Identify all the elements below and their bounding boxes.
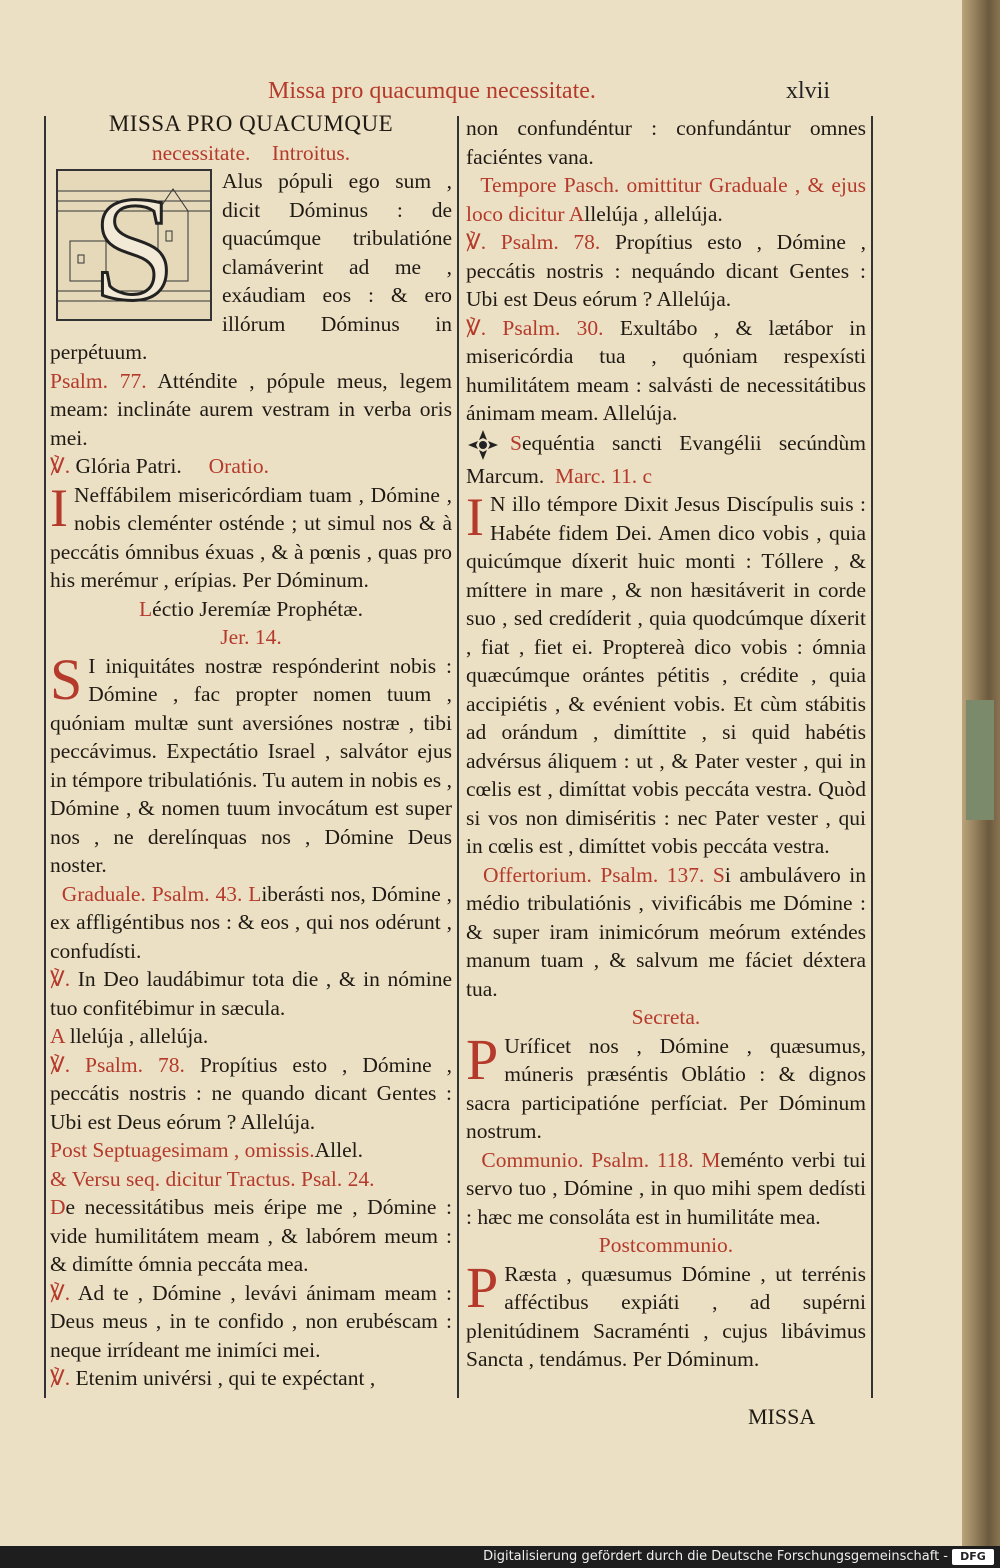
tractus-rubric: & Versu seq. dicitur Tractus. Psal. 24. <box>50 1166 375 1191</box>
versicle-text-3: Etenim univérsi , qui te expéctant , <box>75 1366 376 1390</box>
cross-ornament-icon <box>466 428 500 462</box>
catchword: MISSA <box>748 1404 816 1429</box>
postcommunio-label: Postcommunio. <box>598 1233 734 1257</box>
postcommunio-initial: P <box>466 1254 499 1320</box>
lesson-initial: S <box>50 646 83 712</box>
mass-subtitle-line <box>50 139 452 168</box>
footer-credit: Digitalisierung gefördert durch die Deutsche Forschungsgemeinschaft - <box>483 1549 948 1564</box>
sequentia-initial: S <box>510 430 522 455</box>
offertorium-label: Offertorium. Psalm. 137. <box>482 862 705 887</box>
gospel-text: N illo témpore Dixit Jesus Discípulis suis : Habéte fidem Dei. Amen dico vobis , quia quicúmque díxerit huic monti : Tóllere , & míttere in mare , & non hæsitáverit in corde suo , sed credíderit , quia quodcúmque díxerit , fiat , fiet ei. Proptereà dico vobis : ómnia quæcúmque orántes pétitis , crédite , quia accipiétis , & evénient vobis. Et cùm stábitis ad orándum , dimíttite , si quid habétis advérsus áliquem : ut , & Pater vester , qui in cœlis est , dimíttat vobis peccáta vestra. Quòd si vos non dimiséritis : nec Pater vester , qui in cœlis est , dimíttet vobis peccáta vestra. <box>466 492 866 858</box>
oratio-initial: I <box>50 477 68 538</box>
psalm78-text: Propítius esto , Dómine , peccátis nostris : ne quando dicant Gentes : Ubi est Deus eórum ? Allelúja. <box>50 1052 452 1134</box>
marcus-ref: Marc. 11. c <box>554 463 653 488</box>
tempore-paschali-rubric: Tempore Pasch. omittitur Graduale , & ejus loco dicitur <box>466 173 867 226</box>
jeremiah-ref: Jer. 14. <box>220 625 282 649</box>
psalm30-label: ℣. Psalm. 30. <box>466 315 604 340</box>
oratio-text: Neffábilem misericórdiam tuam , Dómine , nobis cleménter osténde ; ut simul nos & à peccátis ómnibus éxuas , & à pœnis , quas pro his merémur , erípias. Per Dóminum. <box>50 482 452 592</box>
psalm78-text: Propítius esto , Dómine , peccátis nostris : nequándo dicant Gentes : Ubi est Deus eórum ? Allelúja. <box>466 230 866 311</box>
communio-label: Communio. Psalm. 118. <box>481 1147 694 1172</box>
postcommunio-text: Ræsta , quæsumus Dómine , ut terrénis afféctibus expiáti , ad supérni plenitúdinem Sacraménti , cujus libávimus Sancta , tendámus. Per Dóminum. <box>466 1261 866 1371</box>
lesson-text: I iniquitátes nostræ respónderint nobis : Dómine , fac propter nomen tuum , quóniam multæ sunt aversiónes nostræ , tibi peccávimus. Expectátio Israel , salvátor ejus in témpore tribulatiónis. Tu autem in nobis es , Dómine , & nomen tuum invocátum est super nos , ne derelínquas nos , Dómine Deus noster. <box>50 653 452 877</box>
footer-bar <box>0 1546 1000 1568</box>
tempore-alleluia: llelúja , allelúja. <box>584 201 723 226</box>
woodcut-initial-s <box>56 169 212 321</box>
communio-initial: M <box>701 1147 721 1172</box>
alleluia-text: llelúja , allelúja. <box>69 1024 209 1048</box>
lectio-initial: L <box>139 596 153 621</box>
gospel-initial: I <box>466 487 484 547</box>
mass-subtitle: necessitate. <box>151 140 251 165</box>
graduale-label: Graduale. Psalm. 43. <box>61 881 243 906</box>
introit-text: Alus pópuli ego sum , dicit Dóminus : de quacúmque tribulatióne clamáverint ad me , exáudiam eos : & ero illórum Dóminus in perpétuum. <box>50 169 452 364</box>
offertorium-initial: S <box>712 862 725 887</box>
left-column <box>50 110 452 1393</box>
page-number: xlvii <box>786 78 831 104</box>
svg-text:S: S <box>92 171 176 319</box>
versicle-symbol: ℣. <box>50 454 71 478</box>
lectio-heading: éctio Jeremíæ Prophétæ. <box>152 596 363 621</box>
right-column <box>466 114 866 1374</box>
versicle-text-2: Ad te , Dómine , levávi ánimam meam : Deus meus , in te confido , non erubéscam : neque irrídeant me inimíci mei. <box>50 1280 452 1362</box>
communio-text: eménto verbi tui servo tuo , Dómine , in quo mihi spem dedísti : hæc me consoláta est in humilitáte mea. <box>466 1147 866 1229</box>
oratio-label: Oratio. <box>208 454 269 478</box>
psalm78-label: ℣. Psalm. 78. <box>50 1052 185 1077</box>
sequentia-text: equéntia sancti Evangélii secúndùm Marcum. <box>466 430 866 488</box>
offertorium-text: i ambulávero in médio tribulatiónis , vivificábis me Dómine : & super iram inimicórum meórum exténdes manum tuam , & salvum me fáciet déxtera tua. <box>466 862 867 1001</box>
post-septuagesimam: Post Septuagesimam , omissis. <box>50 1138 315 1162</box>
continuation-text: non confundéntur : confundántur omnes faciéntes vana. <box>466 116 866 169</box>
versicle-symbol: ℣. <box>50 1280 71 1305</box>
psalm30-text: Exultábo , & lætábor in misericórdia tua , quóniam respexísti humilitátem meam : salvásti de necessitátibus ánimam meam. Allelúja. <box>466 315 866 425</box>
woodcut-s-icon <box>58 171 210 319</box>
versicle-symbol: ℣. <box>50 1366 71 1390</box>
graduale-text: iberásti nos, Dómine , ex affligéntibus nos : & eos , qui nos odérunt , confudísti. <box>50 881 453 963</box>
right-border-rule <box>871 116 873 1398</box>
tract-initial: D <box>50 1195 66 1219</box>
graduale-initial: L <box>248 881 262 906</box>
left-border-rule <box>44 116 46 1398</box>
psalm78-label: ℣. Psalm. 78. <box>466 230 601 254</box>
secreta-label: Secreta. <box>631 1005 701 1029</box>
psalm77-label: Psalm. 77. <box>50 368 147 393</box>
center-rule <box>457 116 459 1398</box>
dfg-logo[interactable]: DFG <box>952 1549 994 1565</box>
gloria-patri: Glória Patri. <box>75 454 182 478</box>
allel-label: Allel. <box>314 1138 363 1162</box>
alleluia-initial: A <box>568 201 585 226</box>
running-title: Missa pro quacumque necessitate. <box>268 78 596 104</box>
secreta-text: Uríficet nos , Dómine , quæsumus, múneris præséntis Oblátio : & dignos sacra participatióne perfíciat. Per Dóminum nostrum. <box>466 1033 866 1143</box>
introitus-label: Introitus. <box>271 140 351 165</box>
versicle-symbol: ℣. <box>50 967 71 991</box>
tract-text: e necessitátibus meis éripe me , Dómine : vide humilitátem meam , & labórem meum : & dimítte ómnia peccáta mea. <box>50 1195 452 1276</box>
green-tab <box>966 700 994 820</box>
versicle-text-1: In Deo laudábimur tota die , & in nómine tuo confitébimur in sæcula. <box>50 967 452 1020</box>
alleluia-initial: A <box>50 1024 65 1048</box>
secreta-initial: P <box>466 1026 499 1092</box>
mass-title: MISSA PRO QUACUMQUE <box>108 111 394 136</box>
psalm77-text: Atténdite , pópule meus, legem meam: inclináte aurem vestram in verba oris mei. <box>50 368 452 450</box>
